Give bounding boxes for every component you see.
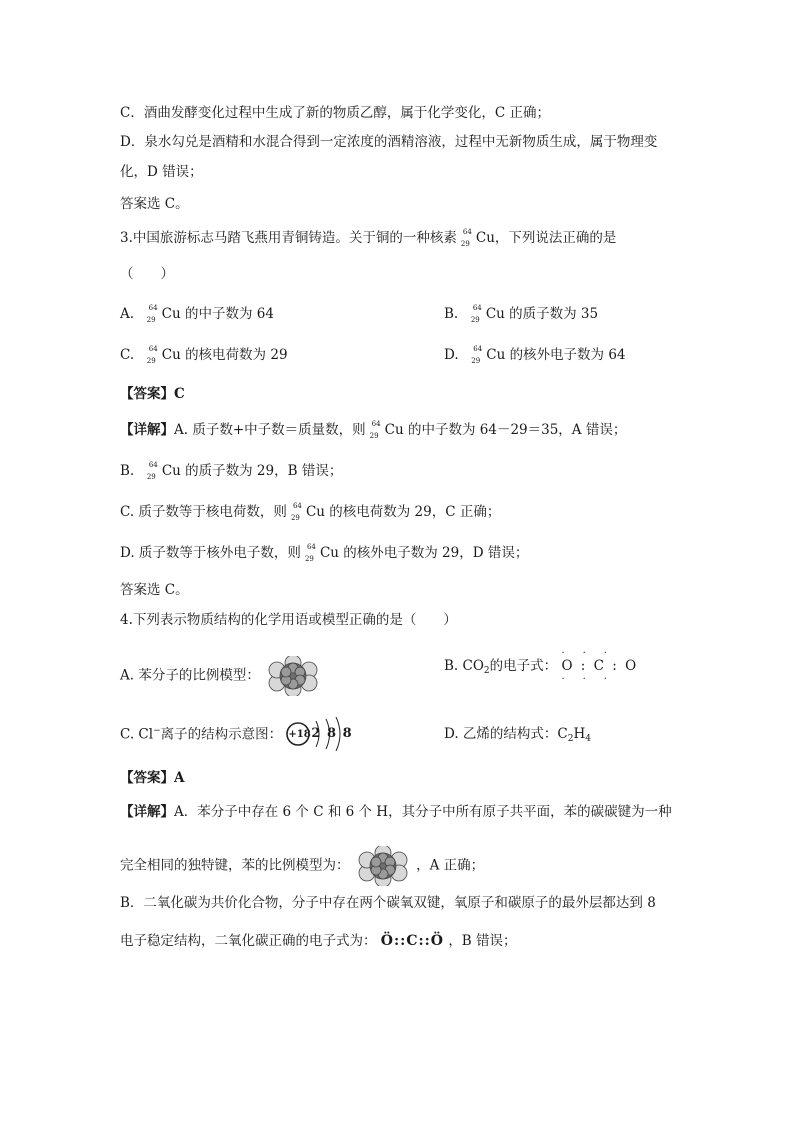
q3-paren: （ ） — [120, 266, 174, 282]
prev-answer: 答案选 C。 — [120, 196, 189, 212]
q3-option-d[interactable]: D. 64 29 Cu 的核外电子数为 64 — [444, 344, 626, 365]
prev-option-d-line2: 化，D 错误； — [120, 164, 203, 180]
nuclide-symbol: 64 29 — [146, 344, 158, 365]
q4-option-c[interactable]: C. Cl−离子的结构示意图： +18 2 8 8 — [120, 720, 350, 750]
q3-explain-a: 【详解】A. 质子数+中子数＝质量数，则 64 29 Cu 的中子数为 64－29＝35，A 错误； — [120, 419, 627, 440]
co2-correct-formula: Ö::C::Ö — [380, 933, 445, 949]
prev-option-d-line1: D．泉水勾兑是酒精和水混合得到一定浓度的酒精溶液，过程中无新物质生成，属于物理变 — [120, 134, 658, 150]
q4-answer: 【答案】A — [120, 770, 185, 786]
q4-option-d[interactable]: D. 乙烯的结构式：$C_2H_4$ — [444, 726, 592, 744]
q3-final-answer: 答案选 C。 — [120, 582, 189, 598]
nuclide-symbol: 64 29 — [304, 542, 316, 563]
prev-option-c: C．酒曲发酵变化过程中生成了新的物质乙醇，属于化学变化，C 正确； — [120, 105, 550, 121]
q3-stem: 3.中国旅游标志马踏飞燕用青铜铸造。关于铜的一种核素 64 29 Cu，下列说法正确的是 — [120, 227, 617, 248]
q4-option-a[interactable]: A. 苯分子的比例模型： — [120, 656, 322, 696]
q4-explain-a-line2: 完全相同的独特键，苯的比例模型为： ，A 正确； — [120, 846, 484, 886]
q4-stem: 4.下列表示物质结构的化学用语或模型正确的是（ ） — [120, 612, 457, 628]
q3-option-b[interactable]: B. 64 29 Cu 的质子数为 35 — [444, 303, 599, 324]
benzene-model-icon — [264, 656, 322, 696]
q4-explain-b-line2: 电子稳定结构，二氧化碳正确的电子式为： Ö::C::Ö ，B 错误； — [120, 933, 517, 949]
nuclide-symbol: 64 29 — [369, 419, 381, 440]
nuclide-symbol: 64 29 — [460, 227, 472, 248]
benzene-model-icon — [354, 846, 412, 886]
q3-option-c[interactable]: C. 64 29 Cu 的核电荷数为 29 — [120, 344, 288, 365]
q3-explain-d: D. 质子数等于核外电子数，则 64 29 Cu 的核外电子数为 29，D 错误； — [120, 542, 529, 563]
cl-ion-structure-diagram: +18 2 8 8 — [286, 720, 350, 750]
q3-answer: 【答案】C — [120, 386, 185, 402]
nuclide-symbol: 64 29 — [146, 460, 158, 481]
nuclide-symbol: 64 29 — [471, 344, 483, 365]
q4-option-b[interactable]: B. $CO_2$的电子式： O : C : O ··· ··· — [444, 648, 639, 685]
q3-explain-b: B. 64 29 Cu 的质子数为 29，B 错误； — [120, 460, 343, 481]
co2-wrong-formula: O : C : O ··· ··· — [561, 648, 639, 685]
nuclide-symbol: 64 29 — [290, 501, 302, 522]
q3-option-a[interactable]: A. 64 29 Cu 的中子数为 64 — [120, 303, 274, 324]
nuclide-symbol: 64 29 — [146, 303, 158, 324]
q4-explain-a-line1: 【详解】A．苯分子中存在 6 个 C 和 6 个 H，其分子中所有原子共平面，苯的碳碳键为一种 — [120, 804, 672, 820]
nuclide-symbol: 64 29 — [470, 303, 482, 324]
q3-explain-c: C. 质子数等于核电荷数，则 64 29 Cu 的核电荷数为 29，C 正确； — [120, 501, 501, 522]
q4-explain-b-line1: B．二氧化碳为共价化合物，分子中存在两个碳氧双键，氧原子和碳原子的最外层都达到 8 — [120, 895, 656, 911]
